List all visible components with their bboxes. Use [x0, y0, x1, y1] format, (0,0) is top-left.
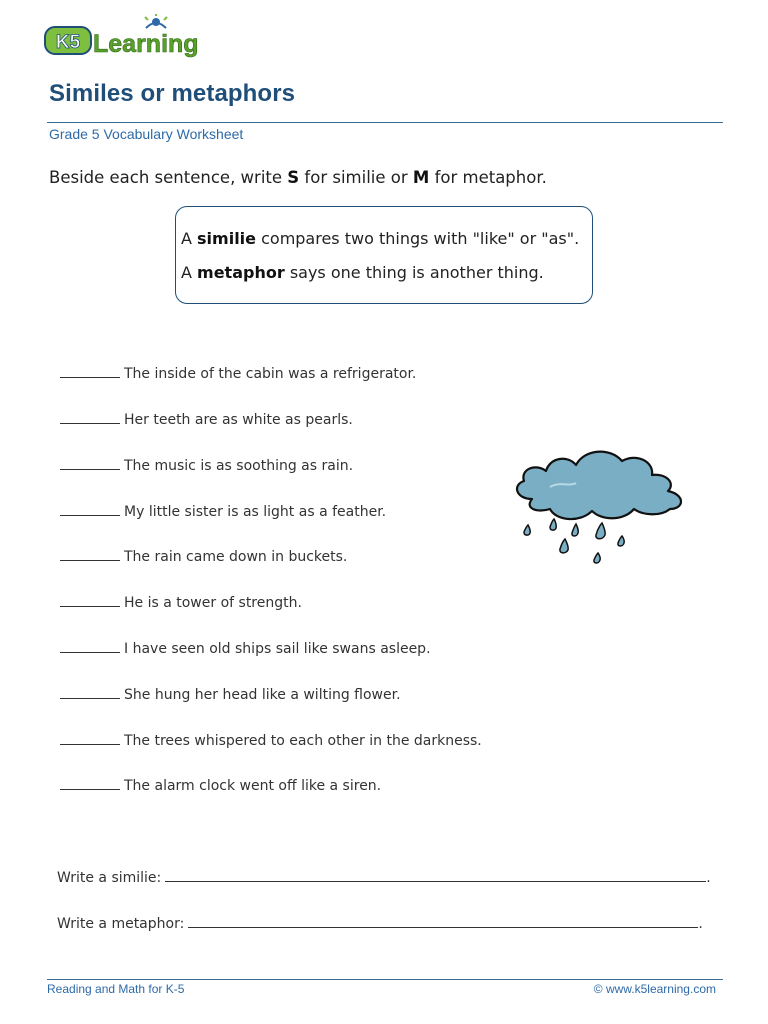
- page-subtitle: Grade 5 Vocabulary Worksheet: [49, 126, 244, 142]
- simile-term: similie: [197, 229, 257, 248]
- answer-blank-9[interactable]: [60, 730, 120, 745]
- simile-line-end: .: [706, 870, 711, 886]
- simile-definition: [181, 229, 579, 248]
- metaphor-description: says one thing is another thing.: [284, 263, 544, 282]
- question-3: [60, 455, 353, 475]
- question-7: [60, 638, 431, 658]
- header-divider: [47, 122, 723, 123]
- question-text-9: The trees whispered to each other in the darkness.: [124, 733, 482, 749]
- metaphor-term: metaphor: [197, 263, 285, 282]
- metaphor-article: A: [181, 263, 198, 282]
- instructions-m-letter: M: [412, 168, 430, 187]
- page-title: Similes or metaphors: [49, 80, 296, 107]
- answer-blank-1[interactable]: [60, 363, 120, 378]
- question-text-8: She hung her head like a wilting flower.: [124, 687, 401, 703]
- svg-text:K5: K5: [55, 32, 81, 53]
- question-4: [60, 501, 386, 521]
- instructions-middle: for similie or: [299, 168, 413, 187]
- write-metaphor-label: Write a metaphor:: [57, 916, 185, 932]
- metaphor-definition: [181, 263, 544, 282]
- answer-blank-10[interactable]: [60, 775, 120, 790]
- question-2: [60, 409, 353, 429]
- question-text-4: My little sister is as light as a feather.: [124, 504, 387, 520]
- question-9: [60, 730, 482, 750]
- k5-learning-logo: [44, 14, 206, 58]
- question-6: [60, 592, 302, 612]
- question-text-2: Her teeth are as white as pearls.: [124, 412, 353, 428]
- instructions-suffix: for metaphor.: [429, 168, 547, 187]
- question-text-3: The music is as soothing as rain.: [124, 458, 354, 474]
- footer-website[interactable]: © www.k5learning.com: [593, 982, 716, 996]
- metaphor-line-end: .: [698, 916, 703, 932]
- instructions-prefix: Beside each sentence, write: [49, 168, 288, 187]
- question-text-7: I have seen old ships sail like swans asleep.: [124, 641, 431, 657]
- answer-blank-6[interactable]: [60, 592, 120, 607]
- question-8: [60, 684, 401, 704]
- question-10: [60, 775, 381, 795]
- write-simile-label: Write a similie:: [57, 870, 162, 886]
- simile-description: compares two things with "like" or "as".: [256, 229, 580, 248]
- answer-blank-5[interactable]: [60, 546, 120, 561]
- answer-blank-8[interactable]: [60, 684, 120, 699]
- write-metaphor-prompt: [57, 913, 703, 932]
- question-1: [60, 363, 416, 383]
- rain-cloud-icon: [510, 447, 688, 572]
- question-text-6: He is a tower of strength.: [124, 595, 302, 611]
- footer-tagline: Reading and Math for K-5: [47, 982, 185, 996]
- simile-article: A: [181, 229, 198, 248]
- answer-blank-2[interactable]: [60, 409, 120, 424]
- question-5: [60, 546, 347, 566]
- definitions-box: [175, 206, 593, 304]
- simile-answer-line[interactable]: [165, 867, 706, 882]
- footer-divider: [47, 979, 723, 980]
- answer-blank-4[interactable]: [60, 501, 120, 516]
- metaphor-answer-line[interactable]: [188, 913, 698, 928]
- svg-text:Learning: Learning: [93, 30, 199, 58]
- instructions-s-letter: S: [287, 168, 300, 187]
- answer-blank-7[interactable]: [60, 638, 120, 653]
- answer-blank-3[interactable]: [60, 455, 120, 470]
- write-simile-prompt: [57, 867, 711, 886]
- question-text-1: The inside of the cabin was a refrigerator.: [124, 366, 417, 382]
- instructions: [49, 168, 547, 187]
- question-text-5: The rain came down in buckets.: [124, 549, 348, 565]
- question-text-10: The alarm clock went off like a siren.: [124, 778, 382, 794]
